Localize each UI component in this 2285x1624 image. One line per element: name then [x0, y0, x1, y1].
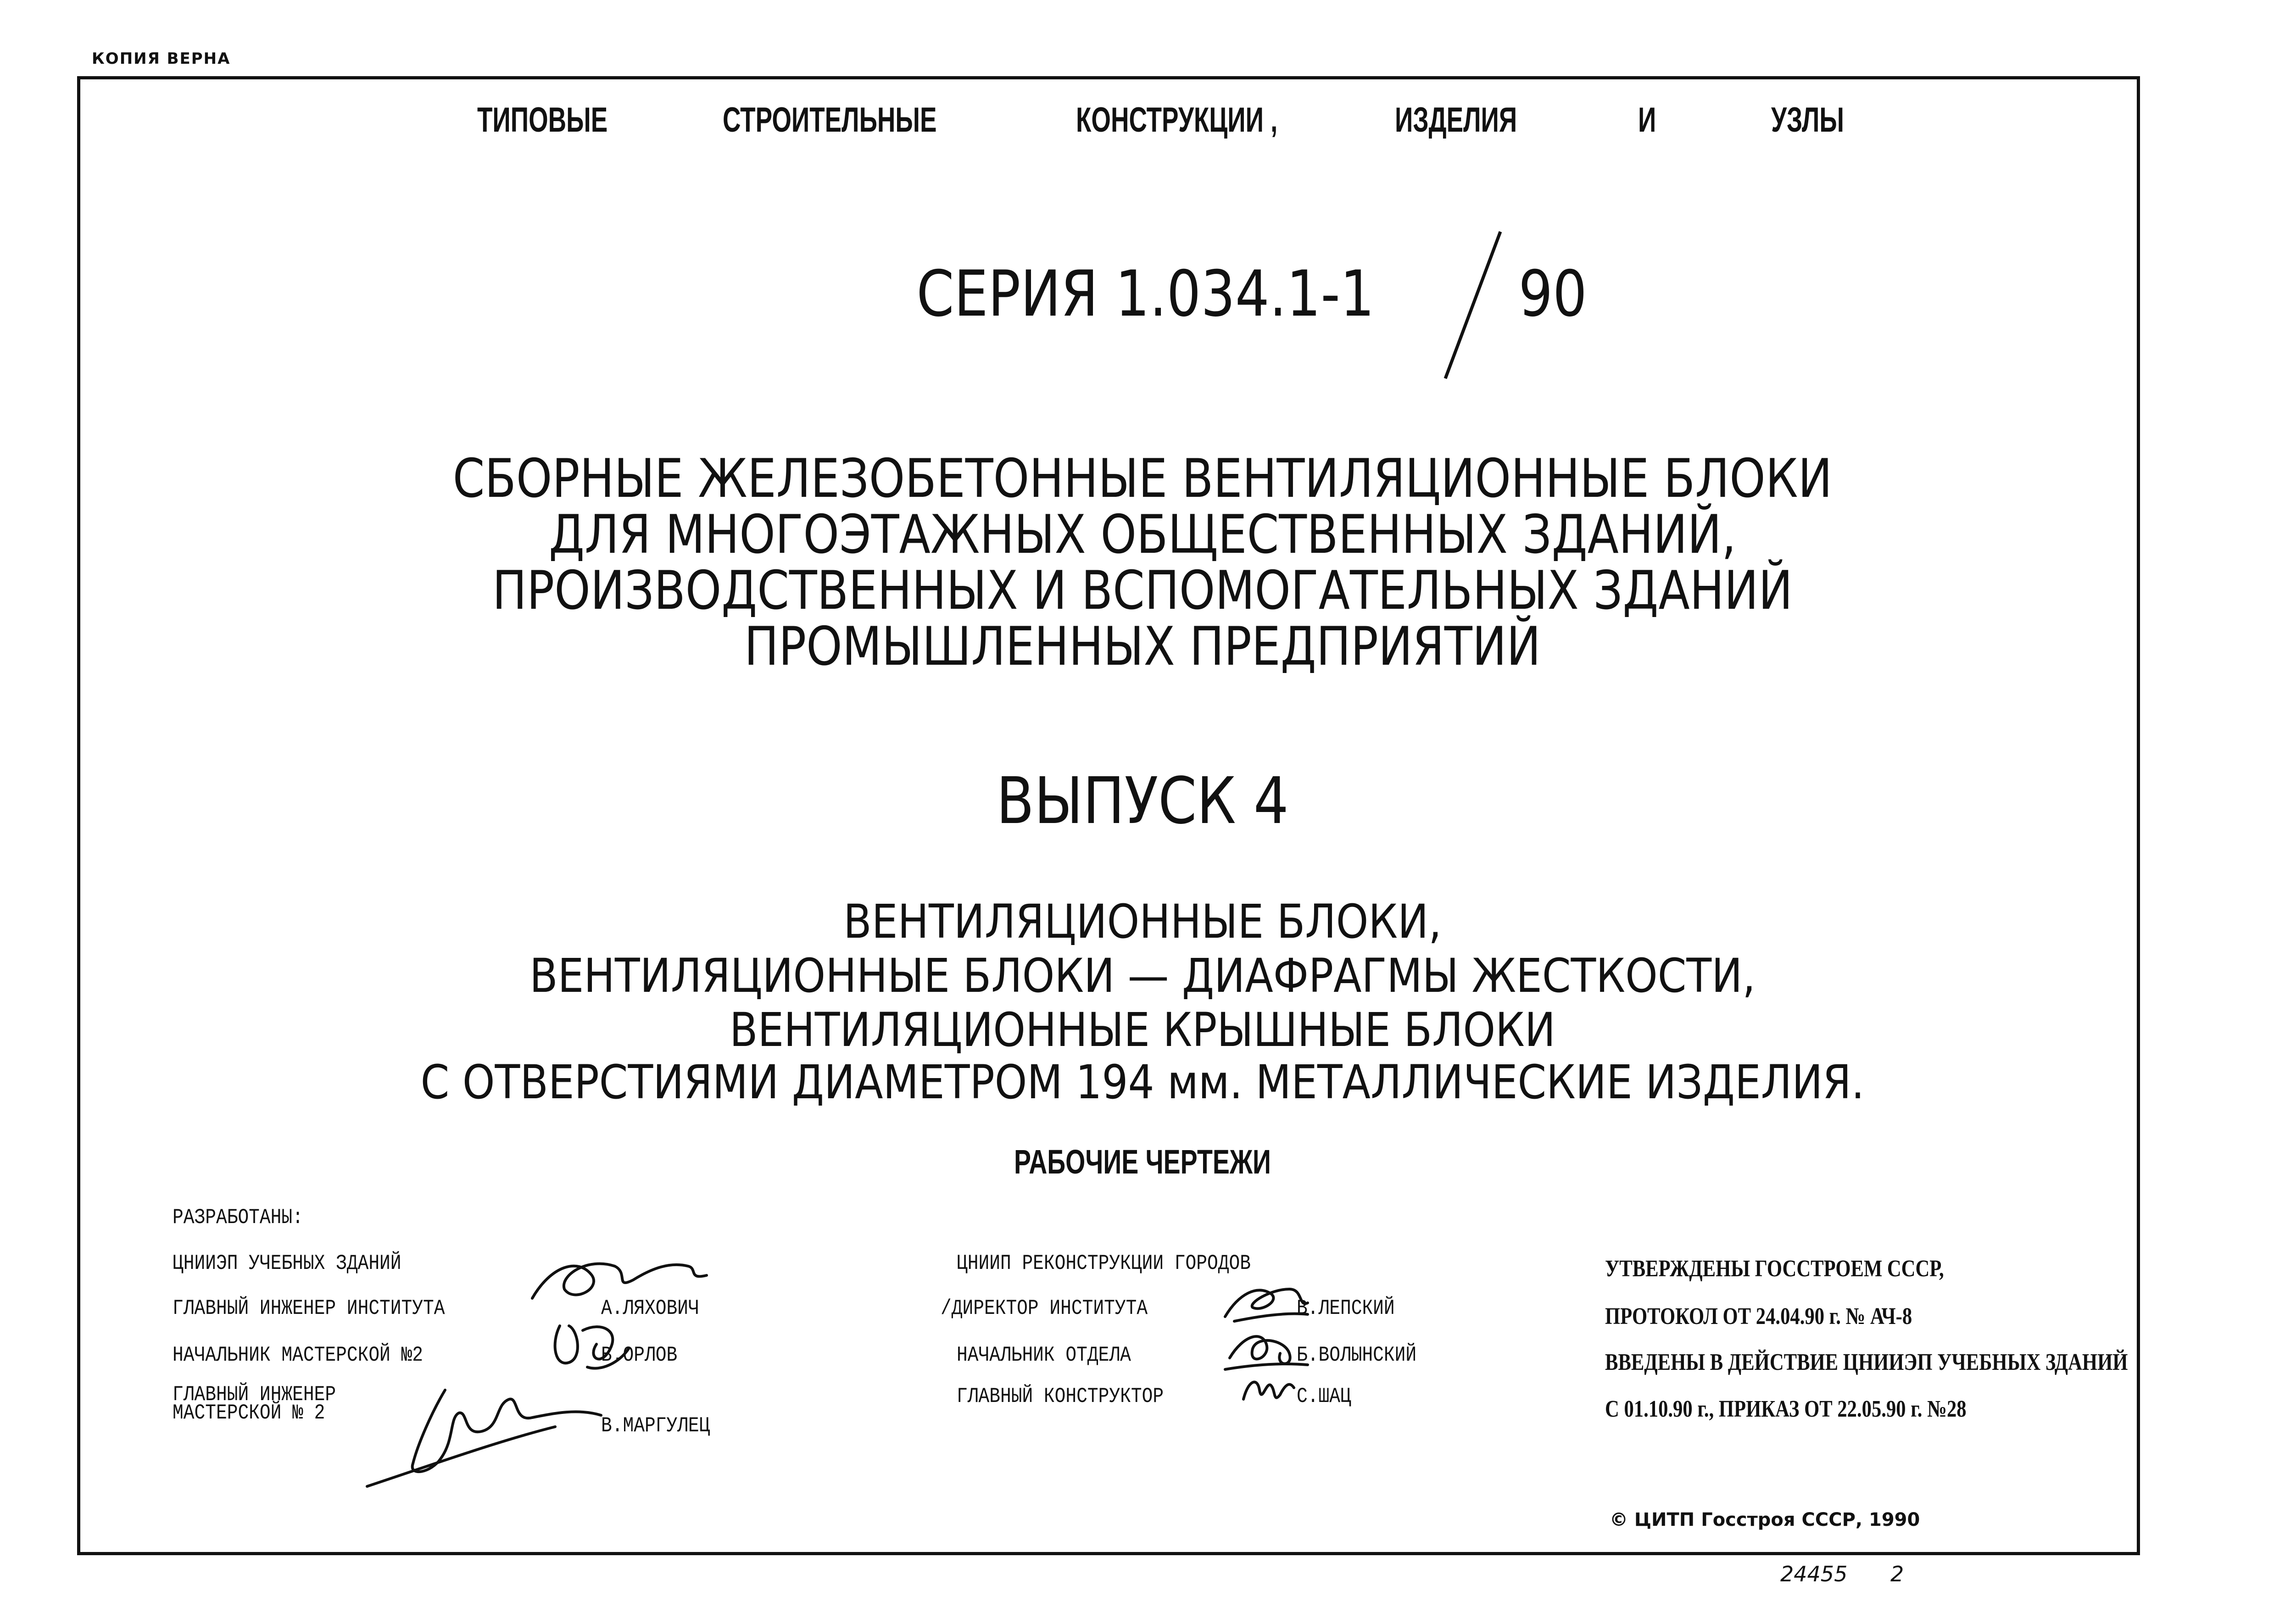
subtitle-line-3: ПРОИЗВОДСТВЕННЫХ И ВСПОМОГАТЕЛЬНЫХ ЗДАНИЙ	[492, 560, 1793, 622]
mid-name-2: Б.ВОЛЫНСКИЙ	[1297, 1343, 1417, 1367]
signature-lyakhovich	[523, 1248, 716, 1312]
issue-line-2: ВЕНТИЛЯЦИОННЫЕ БЛОКИ — ДИАФРАГМЫ ЖЕСТКОСТИ,	[529, 949, 1756, 1003]
inventory-number: 24455	[1780, 1562, 1848, 1586]
header-word-2: СТРОИТЕЛЬНЫЕ	[723, 100, 937, 139]
issue-line-3: ВЕНТИЛЯЦИОННЫЕ КРЫШНЫЕ БЛОКИ	[729, 1003, 1556, 1057]
approval-line-1: УТВЕРЖДЕНЫ ГОССТРОЕМ СССР,	[1605, 1256, 1944, 1282]
subtitle-line-1: СБОРНЫЕ ЖЕЛЕЗОБЕТОННЫЕ ВЕНТИЛЯЦИОННЫЕ БЛОКИ	[452, 448, 1833, 510]
mid-name-3: С.ШАЦ	[1297, 1385, 1351, 1408]
header-word-1: ТИПОВЫЕ	[477, 100, 608, 139]
mid-role-3: ГЛАВНЫЙ КОНСТРУКТОР	[957, 1385, 1164, 1408]
sheet-number: 2	[1890, 1562, 1904, 1586]
header-word-3: КОНСТРУКЦИИ ,	[1076, 100, 1278, 139]
issue-line-4: С ОТВЕРСТИЯМИ ДИАМЕТРОМ 194 мм. МЕТАЛЛИЧЕСКИЕ ИЗДЕЛИЯ.	[420, 1055, 1865, 1110]
signature-margulets	[362, 1372, 619, 1491]
series-year: 90	[1518, 257, 1587, 331]
subtitle-line-4: ПРОМЫШЛЕННЫХ ПРЕДПРИЯТИЙ	[744, 616, 1541, 678]
header-word-4: ИЗДЕЛИЯ	[1395, 100, 1517, 139]
left-name-2: В.ОРЛОВ	[601, 1343, 678, 1367]
approval-line-3: ВВЕДЕНЫ В ДЕЙСТВИЕ ЦНИИЭП УЧЕБНЫХ ЗДАНИЙ	[1605, 1349, 2128, 1375]
signature-orlov	[541, 1312, 633, 1376]
approval-line-2: ПРОТОКОЛ ОТ 24.04.90 г. № АЧ-8	[1605, 1303, 1912, 1329]
series-title: СЕРИЯ 1.034.1-1	[916, 257, 1375, 331]
left-name-1: А.ЛЯХОВИЧ	[601, 1296, 699, 1320]
left-role-3-line1: ГЛАВНЫЙ ИНЖЕНЕР	[173, 1383, 336, 1407]
copyright: © ЦИТП Госстроя СССР, 1990	[1610, 1509, 1920, 1530]
approval-line-4: С 01.10.90 г., ПРИКАЗ ОТ 22.05.90 г. №28	[1605, 1396, 1967, 1422]
series-slash	[1441, 229, 1505, 381]
mid-role-1: /ДИРЕКТОР ИНСТИТУТА	[941, 1296, 1148, 1320]
issue-line-1: ВЕНТИЛЯЦИОННЫЕ БЛОКИ,	[843, 895, 1442, 949]
mid-name-1: В.ЛЕПСКИЙ	[1297, 1296, 1395, 1320]
signature-shats	[1239, 1367, 1299, 1413]
working-drawings-label: РАБОЧИЕ ЧЕРТЕЖИ	[1014, 1143, 1271, 1181]
subtitle-line-2: ДЛЯ МНОГОЭТАЖНЫХ ОБЩЕСТВЕННЫХ ЗДАНИЙ,	[549, 504, 1736, 566]
left-role-1: ГЛАВНЫЙ ИНЖЕНЕР ИНСТИТУТА	[173, 1296, 445, 1320]
copy-stamp: КОПИЯ ВЕРНА	[92, 50, 231, 68]
left-role-2: НАЧАЛЬНИК МАСТЕРСКОЙ №2	[173, 1343, 424, 1367]
mid-org: ЦНИИП РЕКОНСТРУКЦИИ ГОРОДОВ	[957, 1251, 1251, 1275]
header-word-6: УЗЛЫ	[1771, 100, 1844, 139]
developed-heading: РАЗРАБОТАНЫ:	[173, 1206, 303, 1229]
issue-title: ВЫПУСК 4	[996, 764, 1289, 839]
header-word-5: И	[1638, 100, 1656, 139]
mid-role-2: НАЧАЛЬНИК ОТДЕЛА	[957, 1343, 1131, 1367]
left-org: ЦНИИЭП УЧЕБНЫХ ЗДАНИЙ	[173, 1251, 401, 1275]
left-name-3: В.МАРГУЛЕЦ	[601, 1414, 710, 1438]
left-role-3-line2: МАСТЕРСКОЙ № 2	[173, 1401, 325, 1425]
